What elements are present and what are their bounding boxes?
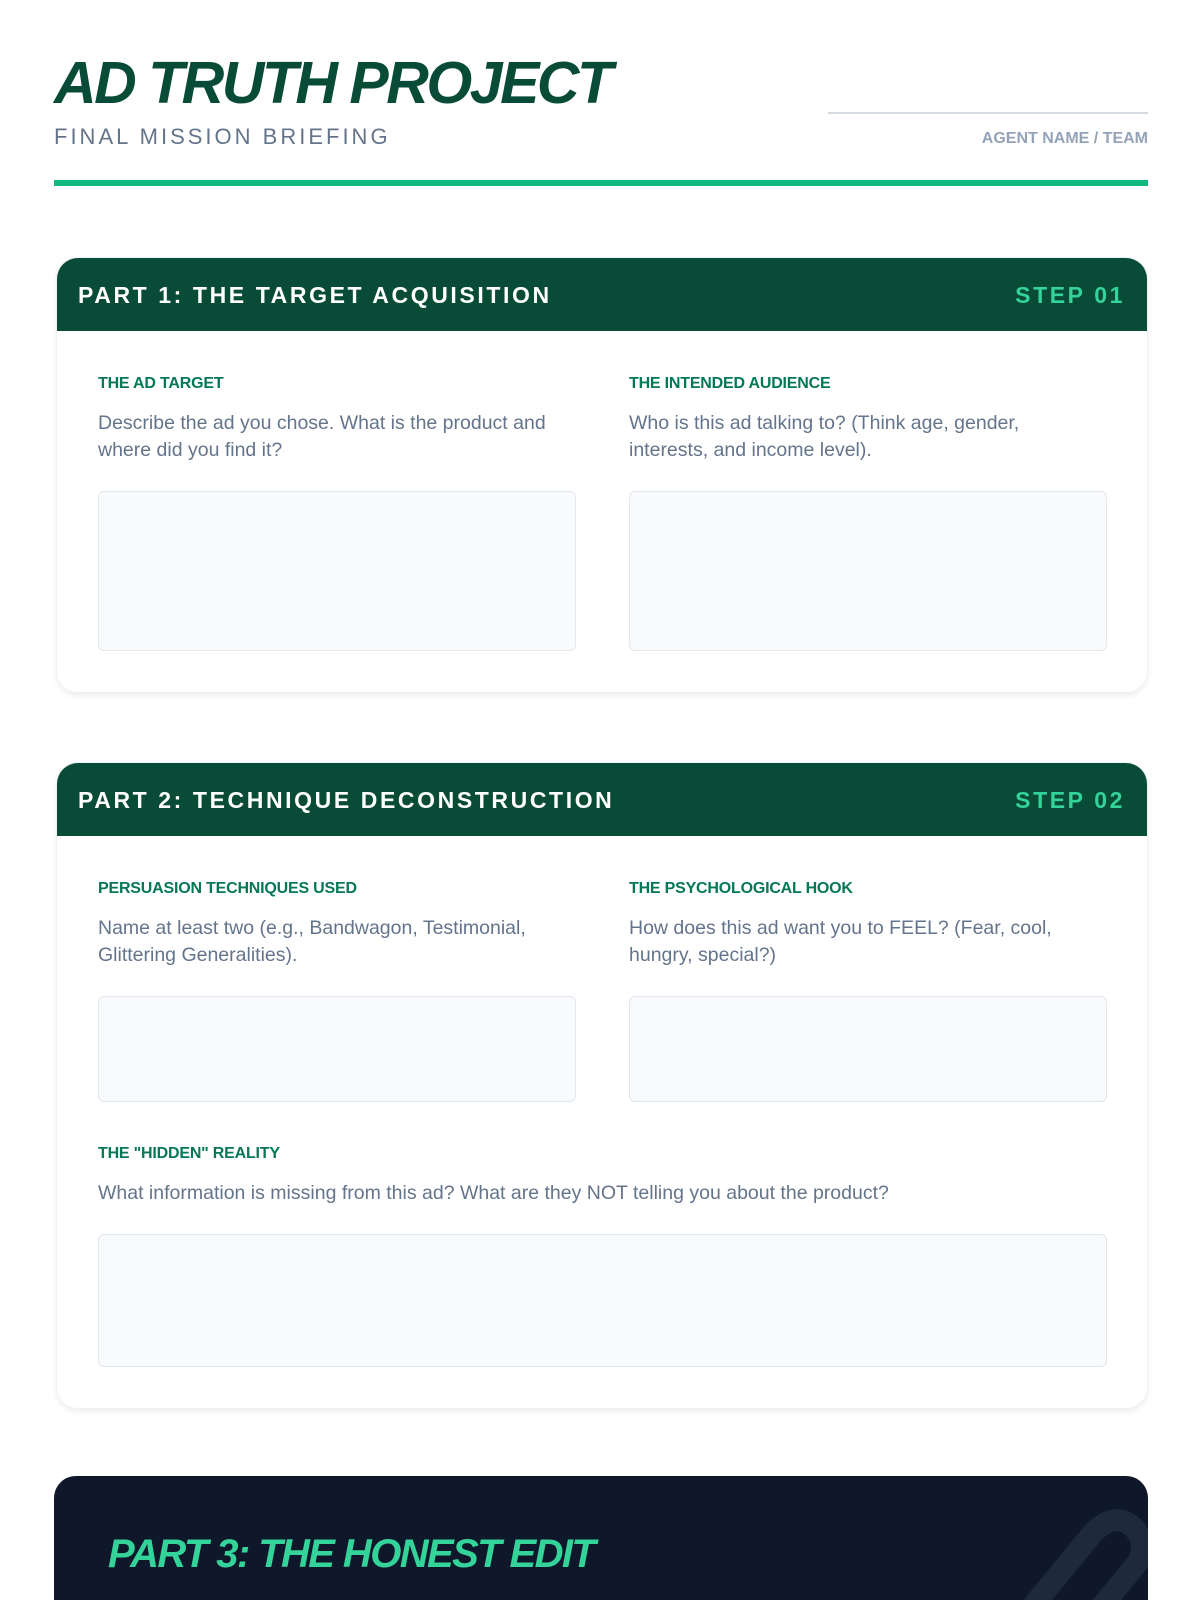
ad-target-help: Describe the ad you chose. What is the product and where did you find it? bbox=[98, 412, 546, 461]
part1-title: PART 1: THE TARGET ACQUISITION bbox=[78, 282, 552, 308]
persuasion-techniques-help: Name at least two (e.g., Bandwagon, Testimonial, Glittering Generalities). bbox=[98, 917, 526, 966]
part2-step-badge: STEP 02 bbox=[1015, 787, 1125, 813]
header-divider bbox=[54, 180, 1148, 186]
hidden-reality-label: THE "HIDDEN" REALITY bbox=[98, 1145, 280, 1162]
psychological-hook-label: THE PSYCHOLOGICAL HOOK bbox=[629, 880, 853, 897]
page-title: AD TRUTH PROJECT bbox=[54, 50, 611, 116]
part1-step-badge: STEP 01 bbox=[1015, 282, 1125, 308]
ad-target-answer-box[interactable] bbox=[98, 491, 576, 651]
page-subtitle: FINAL MISSION BRIEFING bbox=[54, 124, 391, 149]
paperclip-icon bbox=[974, 1506, 1148, 1600]
part1-header-bar bbox=[57, 258, 1147, 331]
intended-audience-answer-box[interactable] bbox=[629, 491, 1107, 651]
psychological-hook-answer-box[interactable] bbox=[629, 996, 1107, 1102]
persuasion-techniques-answer-box[interactable] bbox=[98, 996, 576, 1102]
agent-name-line[interactable] bbox=[828, 112, 1148, 114]
part2-header-bar bbox=[57, 763, 1147, 836]
intended-audience-label: THE INTENDED AUDIENCE bbox=[629, 375, 831, 392]
ad-target-label: THE AD TARGET bbox=[98, 375, 224, 392]
agent-name-label: AGENT NAME / TEAM bbox=[981, 130, 1148, 147]
part3-title: PART 3: THE HONEST EDIT bbox=[108, 1532, 595, 1576]
psychological-hook-help: How does this ad want you to FEEL? (Fear, cool, hungry, special?) bbox=[629, 917, 1052, 966]
part2-title: PART 2: TECHNIQUE DECONSTRUCTION bbox=[78, 787, 615, 813]
intended-audience-help: Who is this ad talking to? (Think age, gender, interests, and income level). bbox=[629, 412, 1020, 461]
hidden-reality-help: What information is missing from this ad? What are they NOT telling you about the product? bbox=[98, 1182, 889, 1204]
page-header bbox=[54, 48, 1148, 188]
part1-card bbox=[56, 257, 1148, 693]
hidden-reality-answer-box[interactable] bbox=[98, 1234, 1107, 1367]
persuasion-techniques-label: PERSUASION TECHNIQUES USED bbox=[98, 880, 357, 897]
part3-panel bbox=[54, 1476, 1148, 1600]
part2-card bbox=[56, 762, 1148, 1409]
